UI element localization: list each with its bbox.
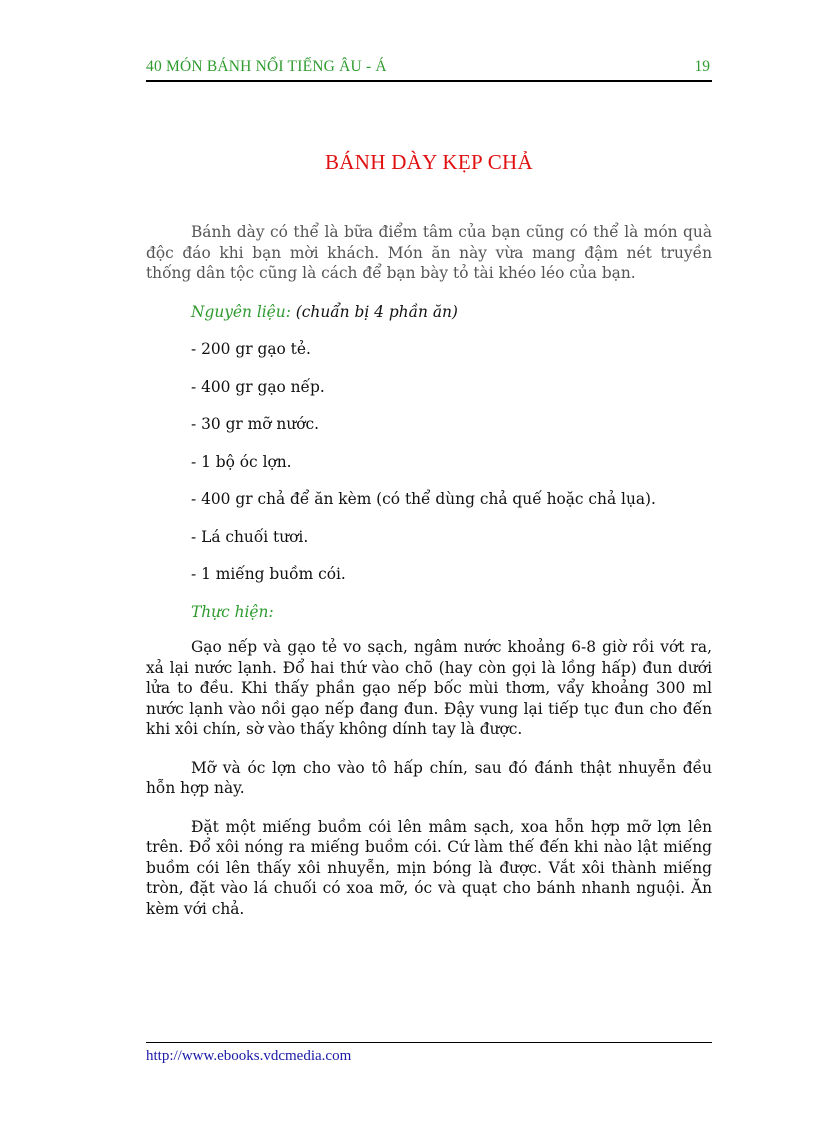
ingredient-item: - 400 gr gạo nếp. bbox=[191, 377, 325, 396]
ingredients-note: (chuẩn bị 4 phần ăn) bbox=[295, 302, 458, 321]
book-title: 40 MÓN BÁNH NỔI TIẾNG ÂU - Á bbox=[146, 58, 387, 75]
page-number: 19 bbox=[694, 58, 710, 75]
ingredients-list bbox=[146, 339, 712, 585]
ingredient-item: - 1 bộ óc lợn. bbox=[191, 452, 292, 471]
ingredient-item: - 1 miếng buồm cói. bbox=[191, 565, 346, 583]
recipe-title: BÁNH DÀY KẸP CHẢ bbox=[324, 150, 533, 174]
step-paragraph: Đặt một miếng buồm cói lên mâm sạch, xoa hỗn hợp mỡ lợn lên trên. Đổ xôi nóng ra miếng buồm cói. Cứ làm thế đến khi nào lật miếng buồm cói lên thấy xôi nhuyễn, mịn bóng là được. Vắt xôi thành miếng tròn, đặt vào lá chuối có xoa mỡ, óc và quạt cho bánh nhanh nguội. Ăn kèm với chả. bbox=[146, 817, 712, 918]
step-paragraph: Mỡ và óc lợn cho vào tô hấp chín, sau đó đánh thật nhuyễn đều hỗn hợp này. bbox=[146, 758, 712, 797]
steps-heading bbox=[146, 602, 712, 623]
intro-paragraph: Bánh dày có thể là bữa điểm tâm của bạn cũng có thể là món quà độc đáo khi bạn mời khách. Món ăn này vừa mang đậm nét truyền thống dân tộc cũng là cách để bạn bày tỏ tài khéo léo của bạn. bbox=[146, 223, 712, 282]
page-header bbox=[146, 58, 712, 82]
ingredient-item: - 400 gr chả để ăn kèm (có thể dùng chả quế hoặc chả lụa). bbox=[191, 490, 656, 508]
ingredient-item: - Lá chuối tươi. bbox=[191, 527, 309, 546]
ingredients-label: Nguyên liệu: bbox=[191, 302, 291, 321]
recipe-body bbox=[146, 222, 712, 919]
page-footer bbox=[146, 1042, 712, 1065]
ingredient-item: - 30 gr mỡ nước. bbox=[191, 415, 320, 433]
ingredients-heading bbox=[146, 302, 712, 323]
step-paragraph: Gạo nếp và gạo tẻ vo sạch, ngâm nước khoảng 6-8 giờ rồi vớt ra, xả lại nước lạnh. Đổ hai thứ vào chõ (hay còn gọi là lồng hấp) đun dưới lửa to đều. Khi thấy phần gạo nếp bốc mùi thơm, vẩy khoảng 300 ml nước lạnh vào nồi gạo nếp đang đun. Đậy vung lại tiếp tục đun cho đến khi xôi chín, sờ vào thấy không dính tay là được. bbox=[146, 638, 712, 738]
steps-label: Thực hiện: bbox=[191, 602, 274, 621]
ingredient-item: - 200 gr gạo tẻ. bbox=[191, 340, 311, 358]
footer-link[interactable]: http://www.ebooks.vdcmedia.com bbox=[146, 1048, 352, 1064]
